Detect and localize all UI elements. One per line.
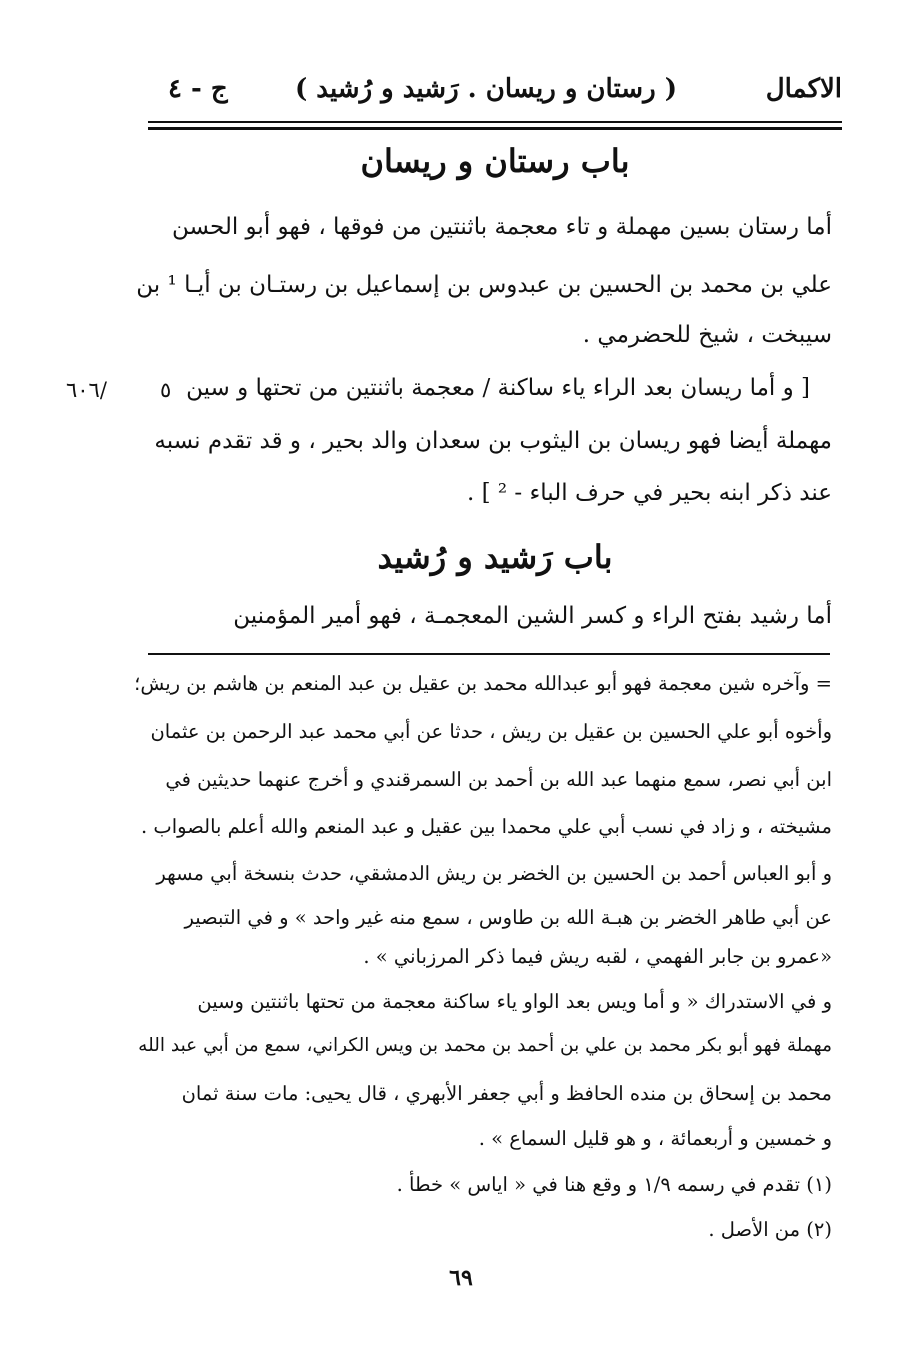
footnote-line: مهملة فهو أبو بكر محمد بن علي بن أحمد بن محمد بن ويس الكراني، سمع من أبي عبد الله <box>138 1035 832 1056</box>
text-line: مهملة أيضا فهو ريسان بن اليثوب بن سعدان والد بحير ، و قد تقدم نسبه <box>154 428 832 454</box>
text-line: عند ذكر ابنه بحير في حرف الباء - ² ] . <box>466 480 832 506</box>
footnote-line: و أبو العباس أحمد بن الحسين بن الخضر بن ريش الدمشقي، حدث بنسخة أبي مسهر <box>156 862 832 885</box>
text-line: أما رستان بسين مهملة و تاء معجمة باثنتين من فوقها ، فهو أبو الحسن <box>171 214 832 240</box>
footnote-line: (٢) من الأصل . <box>708 1218 832 1241</box>
footnote-line: (١) تقدم في رسمه ١/٩ و وقع هنا في « اياس » خطأ . <box>396 1173 832 1196</box>
margin-line-number: ٥ <box>160 378 172 402</box>
page-number: ٦٩ <box>449 1265 473 1291</box>
header-rule <box>148 121 842 123</box>
text-line: علي بن محمد بن الحسين بن عبدوس بن إسماعيل بن رستـان بن أيـا ¹ بن <box>136 272 832 298</box>
text-line: أما رشيد بفتح الراء و كسر الشين المعجمـة ، فهو أمير المؤمنين <box>233 603 832 629</box>
margin-page-ref: ٦٠٦/ <box>66 378 107 402</box>
running-header <box>148 70 842 114</box>
section-heading: باب رَشيد و رُشيد <box>377 538 613 576</box>
footnote-line: و في الاستدراك « و أما ويس بعد الواو ياء ساكنة معجمة من تحتها باثنتين وسين <box>197 990 832 1013</box>
footnote-line: وأخوه أبو علي الحسين بن عقيل بن ريش ، حدثا عن أبي محمد عبد الرحمن بن عثمان <box>150 720 832 743</box>
text-line: [ و أما ريسان بعد الراء ياء ساكنة / معجمة باثنتين من تحتها و سين <box>186 375 810 401</box>
footnote-line: عن أبي طاهر الخضر بن هبـة الله بن طاوس ، سمع منه غير واحد » و في التبصير <box>184 906 832 929</box>
volume-label: ج - ٤ <box>168 74 228 104</box>
section-heading: باب رستان و ريسان <box>360 142 630 180</box>
header-rule-thick <box>148 127 842 130</box>
section-title: ( رستان و ريسان . رَشيد و رُشيد ) <box>294 74 677 104</box>
book-title: الاكمال <box>765 74 842 104</box>
footnote-line: مشيخته ، و زاد في نسب أبي علي محمدا بين عقيل و عبد المنعم والله أعلم بالصواب . <box>140 815 832 838</box>
footnote-rule <box>148 653 830 655</box>
footnote-line: = وآخره شين معجمة فهو أبو عبدالله محمد بن عقيل بن عبد المنعم بن هاشم بن ريش؛ <box>134 672 832 695</box>
footnote-line: ابن أبي نصر، سمع منهما عبد الله بن أحمد بن السمرقندي و أخرج عنهما حديثين في <box>165 768 832 791</box>
text-line: سيبخت ، شيخ للحضرمي . <box>582 322 832 348</box>
footnote-line: محمد بن إسحاق بن منده الحافظ و أبي جعفر الأبهري ، قال يحيى: مات سنة ثمان <box>181 1082 832 1105</box>
footnote-line: و خمسين و أربعمائة ، و هو قليل السماع » . <box>478 1127 832 1150</box>
footnote-line: «عمرو بن جابر الفهمي ، لقبه ريش فيما ذكر المرزباني » . <box>363 945 832 968</box>
